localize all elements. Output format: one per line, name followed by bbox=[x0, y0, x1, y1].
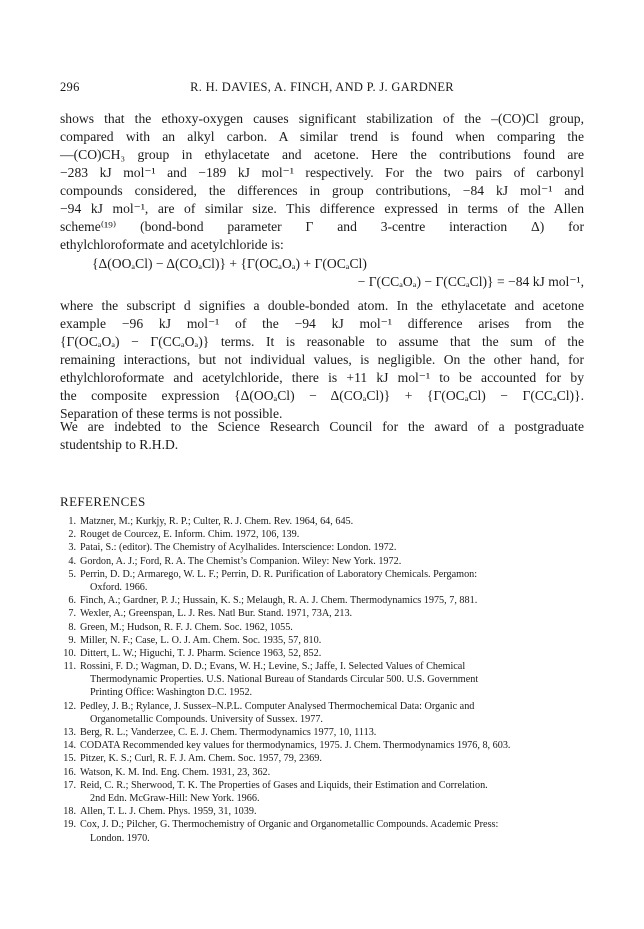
text-line: −94 kJ mol⁻¹, are of similar size. This difference expressed in terms of the Allen bbox=[60, 201, 584, 216]
reference-number: 4. bbox=[68, 555, 76, 567]
reference-text: Rossini, F. D.; Wagman, D. D.; Evans, W. H.; Levine, S.; Jaffe, I. Selected Values of Chemical bbox=[80, 661, 466, 673]
reference-text: Pedley, J. B.; Rylance, J. Sussex–N.P.L. Computer Analysed Thermochemical Data: Organic and bbox=[80, 700, 475, 712]
reference-number: 10. bbox=[63, 647, 76, 659]
reference-item bbox=[60, 818, 584, 831]
reference-text: 2nd Edn. McGraw-Hill: New York. 1966. bbox=[90, 792, 260, 804]
acknowledgement bbox=[60, 418, 584, 454]
reference-number: 9. bbox=[68, 634, 76, 646]
reference-item bbox=[60, 594, 584, 607]
reference-item bbox=[60, 607, 584, 620]
reference-text: Perrin, D. D.; Armarego, W. L. F.; Perrin, D. R. Purification of Laboratory Chemicals. Pergamon: bbox=[80, 568, 478, 580]
reference-item bbox=[60, 621, 584, 634]
reference-text: Printing Office: Washington D.C. 1952. bbox=[90, 687, 253, 699]
reference-item bbox=[60, 700, 584, 713]
reference-text: Finch, A.; Gardner, P. J.; Hussain, K. S.; Melaugh, R. A. J. Chem. Thermodynamics 1975, 7, 881. bbox=[80, 595, 478, 607]
reference-number: 3. bbox=[68, 542, 76, 554]
reference-item bbox=[60, 752, 584, 765]
text-line: scheme⁽¹⁹⁾ (bond-bond parameter Γ and 3-centre interaction Δ) for bbox=[60, 219, 584, 234]
reference-item bbox=[60, 779, 584, 792]
reference-number: 17. bbox=[63, 779, 76, 791]
reference-text: Berg, R. L.; Vanderzee, C. E. J. Chem. Thermodynamics 1977, 10, 1113. bbox=[80, 727, 377, 738]
reference-number: 5. bbox=[68, 568, 76, 580]
reference-text: London. 1970. bbox=[90, 832, 150, 844]
text-line: studentship to R.H.D. bbox=[60, 437, 179, 452]
paragraph-ethylacetate bbox=[60, 297, 584, 423]
reference-number: 11. bbox=[63, 661, 76, 673]
running-head-authors: R. H. DAVIES, A. FINCH, AND P. J. GARDNER bbox=[190, 80, 454, 94]
reference-item bbox=[60, 568, 584, 581]
reference-continuation bbox=[60, 832, 584, 845]
reference-number: 6. bbox=[68, 595, 76, 607]
text-line: —(CO)CH₃ group in ethylacetate and acetone. Here the contributions found are bbox=[60, 147, 584, 162]
reference-text: Patai, S.: (editor). The Chemistry of Acylhalides. Interscience: London. 1972. bbox=[80, 542, 397, 554]
reference-text: Organometallic Compounds. University of Sussex. 1977. bbox=[90, 713, 323, 725]
reference-text: Pitzer, K. S.; Curl, R. F. J. Am. Chem. Soc. 1957, 79, 2369. bbox=[80, 753, 322, 765]
reference-item bbox=[60, 528, 584, 541]
reference-text: Reid, C. R.; Sherwood, T. K. The Properties of Gases and Liquids, their Estimation and Correlation. bbox=[80, 779, 488, 791]
reference-continuation bbox=[60, 673, 584, 686]
reference-text: Allen, T. L. J. Chem. Phys. 1959, 31, 1039. bbox=[80, 806, 257, 818]
reference-number: 7. bbox=[68, 608, 76, 620]
text-line: ethylchloroformate and acetylchloride, there is +11 kJ mol⁻¹ to be accounted for by bbox=[60, 370, 584, 385]
reference-item bbox=[60, 541, 584, 554]
text-line: remaining interactions, but not individual values, is negligible. On the other hand, for bbox=[60, 352, 584, 367]
reference-continuation bbox=[60, 686, 584, 699]
reference-number: 15. bbox=[63, 753, 76, 765]
text-line: Separation of these terms is not possible. bbox=[60, 406, 283, 421]
reference-item bbox=[60, 515, 584, 528]
reference-continuation bbox=[60, 792, 584, 805]
reference-list bbox=[60, 515, 584, 845]
reference-item bbox=[60, 555, 584, 568]
reference-number: 12. bbox=[63, 700, 76, 712]
reference-item bbox=[60, 726, 584, 739]
reference-text: Miller, N. F.; Case, L. O. J. Am. Chem. Soc. 1935, 57, 810. bbox=[80, 634, 322, 646]
reference-text: Gordon, A. J.; Ford, R. A. The Chemist’s Companion. Wiley: New York. 1972. bbox=[80, 555, 402, 567]
reference-item bbox=[60, 634, 584, 647]
paragraph-stabilization bbox=[60, 110, 584, 254]
reference-text: Green, M.; Hudson, R. F. J. Chem. Soc. 1962, 1055. bbox=[80, 621, 293, 633]
reference-item bbox=[60, 805, 584, 818]
reference-text: Wexler, A.; Greenspan, L. J. Res. Natl Bur. Stand. 1971, 73A, 213. bbox=[80, 608, 353, 620]
text-line: compared with an alkyl carbon. A similar trend is found when comparing the bbox=[60, 129, 584, 144]
reference-text: Dittert, L. W.; Higuchi, T. J. Pharm. Science 1963, 52, 852. bbox=[80, 647, 322, 659]
reference-text: Rouget de Courcez, E. Inform. Chim. 1972, 106, 139. bbox=[80, 529, 300, 541]
reference-number: 8. bbox=[68, 621, 76, 633]
equation-line-1: {Δ(OOₐCl) − Δ(COₐCl)} + {Γ(OCₐOₐ) + Γ(OCₐCl) bbox=[92, 256, 367, 271]
reference-number: 1. bbox=[68, 516, 76, 527]
reference-text: Oxford. 1966. bbox=[90, 581, 148, 593]
reference-text: Matzner, M.; Kurkjy, R. P.; Culter, R. J. Chem. Rev. 1964, 64, 645. bbox=[80, 516, 354, 527]
reference-number: 16. bbox=[63, 766, 76, 778]
reference-text: Thermodynamic Properties. U.S. National Bureau of Standards Circular 500. U.S. Government bbox=[90, 674, 479, 686]
text-line: where the subscript d signifies a double-bonded atom. In the ethylacetate and acetone bbox=[60, 298, 584, 313]
reference-item bbox=[60, 660, 584, 673]
references-heading: REFERENCES bbox=[60, 494, 146, 509]
reference-text: Cox, J. D.; Pilcher, G. Thermochemistry of Organic and Organometallic Compounds. Academic Press: bbox=[80, 819, 499, 831]
text-line: compounds considered, the differences in group contributions, −84 kJ mol⁻¹ and bbox=[60, 183, 584, 198]
page-number: 296 bbox=[60, 80, 80, 94]
text-line: ethylchloroformate and acetylchloride is: bbox=[60, 237, 284, 252]
text-line: {Γ(OCₐOₐ) − Γ(CCₐOₐ)} terms. It is reasonable to assume that the sum of the bbox=[60, 334, 584, 349]
reference-item bbox=[60, 647, 584, 660]
reference-number: 2. bbox=[68, 529, 76, 541]
reference-continuation bbox=[60, 581, 584, 594]
reference-number: 13. bbox=[63, 727, 76, 738]
reference-continuation bbox=[60, 713, 584, 726]
text-line: example −96 kJ mol⁻¹ of the −94 kJ mol⁻¹ difference arises from the bbox=[60, 316, 584, 331]
text-line: We are indebted to the Science Research Council for the award of a postgraduate bbox=[60, 419, 584, 434]
reference-number: 18. bbox=[63, 806, 76, 818]
text-line: shows that the ethoxy-oxygen causes significant stabilization of the –(CO)Cl group, bbox=[60, 111, 584, 126]
equation-line-2: − Γ(CCₐOₐ) − Γ(CCₐCl)} = −84 kJ mol⁻¹, bbox=[357, 274, 584, 289]
reference-text: Watson, K. M. Ind. Eng. Chem. 1931, 23, 362. bbox=[80, 766, 271, 778]
reference-number: 14. bbox=[63, 740, 76, 752]
running-head bbox=[60, 80, 584, 100]
reference-item bbox=[60, 766, 584, 779]
text-line: the composite expression {Δ(OOₐCl) − Δ(COₐCl)} + {Γ(OCₐCl) − Γ(CCₐCl)}. bbox=[60, 388, 584, 403]
reference-number: 19. bbox=[63, 819, 76, 831]
reference-item bbox=[60, 739, 584, 752]
text-line: −283 kJ mol⁻¹ and −189 kJ mol⁻¹ respectively. For the two pairs of carbonyl bbox=[60, 165, 584, 180]
reference-text: CODATA Recommended key values for thermodynamics, 1975. J. Chem. Thermodynamics 1976, 8, 603. bbox=[80, 740, 511, 752]
